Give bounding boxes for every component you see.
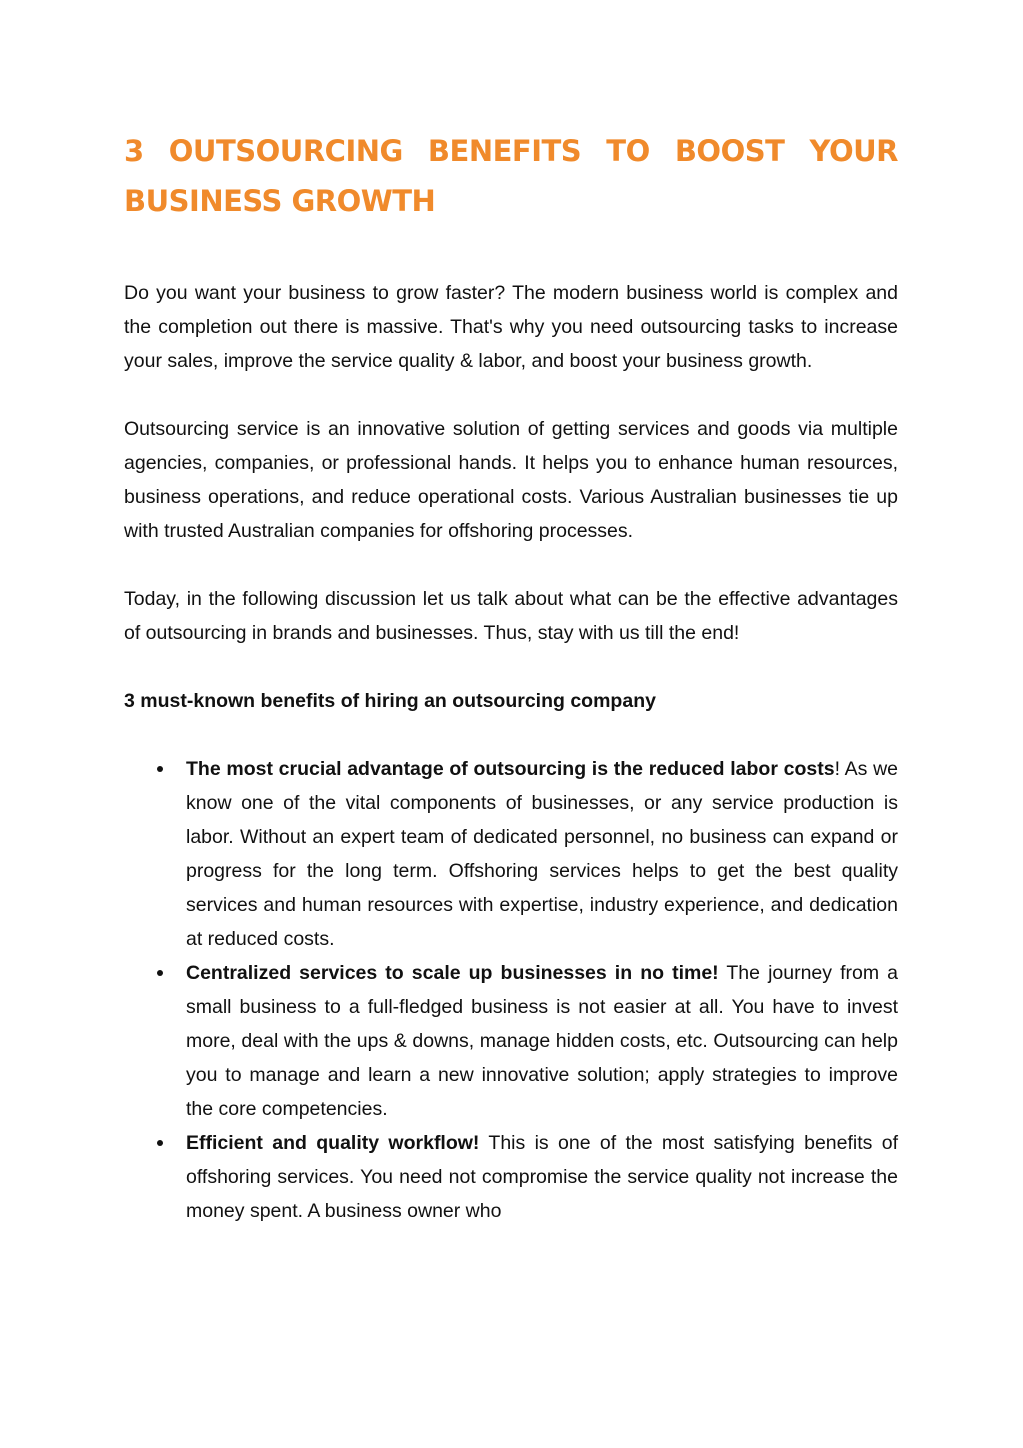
list-item-text: This is one of the most satisfying benefits of offshoring services. You need not compromise the service quality not increase the money spent. A business owner who: [186, 1132, 898, 1222]
benefits-list: [124, 752, 898, 1228]
discussion-paragraph: Today, in the following discussion let us talk about what can be the effective advantages of outsourcing in brands and businesses. Thus, stay with us till the end!: [124, 588, 898, 644]
bullet-icon: [157, 1140, 163, 1146]
list-item: [124, 752, 898, 956]
intro-paragraph: Do you want your business to grow faster? The modern business world is complex and the completion out there is massive. That's why you need outsourcing tasks to increase your sales, improve the service quality & labor, and boost your business growth.: [124, 282, 898, 372]
bullet-icon: [157, 970, 163, 976]
bullet-icon: [157, 766, 163, 772]
list-item-bold: The most crucial advantage of outsourcing is the reduced labor costs: [186, 758, 835, 780]
list-item: [124, 1126, 898, 1228]
list-item-text: ! As we know one of the vital components of businesses, or any service production is labor. Without an expert team of dedicated personnel, no business can expand or progress for the long term. Offshoring services helps to get the best quality services and human resources with expertise, industry experience, and dedication at reduced costs.: [186, 758, 898, 950]
document-page: [124, 126, 898, 1228]
list-item: [124, 956, 898, 1126]
list-item-text: The journey from a small business to a full-fledged business is not easier at all. You have to invest more, deal with the ups & downs, manage hidden costs, etc. Outsourcing can help you to manage and learn a new innovative solution; apply strategies to improve the core competencies.: [186, 962, 898, 1120]
page-title: 3 OUTSOURCING BENEFITS TO BOOST YOUR BUSINESS GROWTH: [124, 134, 898, 218]
list-item-bold: Efficient and quality workflow!: [186, 1132, 480, 1154]
outsourcing-definition-paragraph: Outsourcing service is an innovative solution of getting services and goods via multiple agencies, companies, or professional hands. It helps you to enhance human resources, business operations, and reduce operational costs. Various Australian businesses tie up with trusted Australian companies for offshoring processes.: [124, 418, 898, 542]
list-item-bold: Centralized services to scale up businesses in no time!: [186, 962, 719, 984]
benefits-subheading: 3 must-known benefits of hiring an outsourcing company: [124, 690, 656, 712]
